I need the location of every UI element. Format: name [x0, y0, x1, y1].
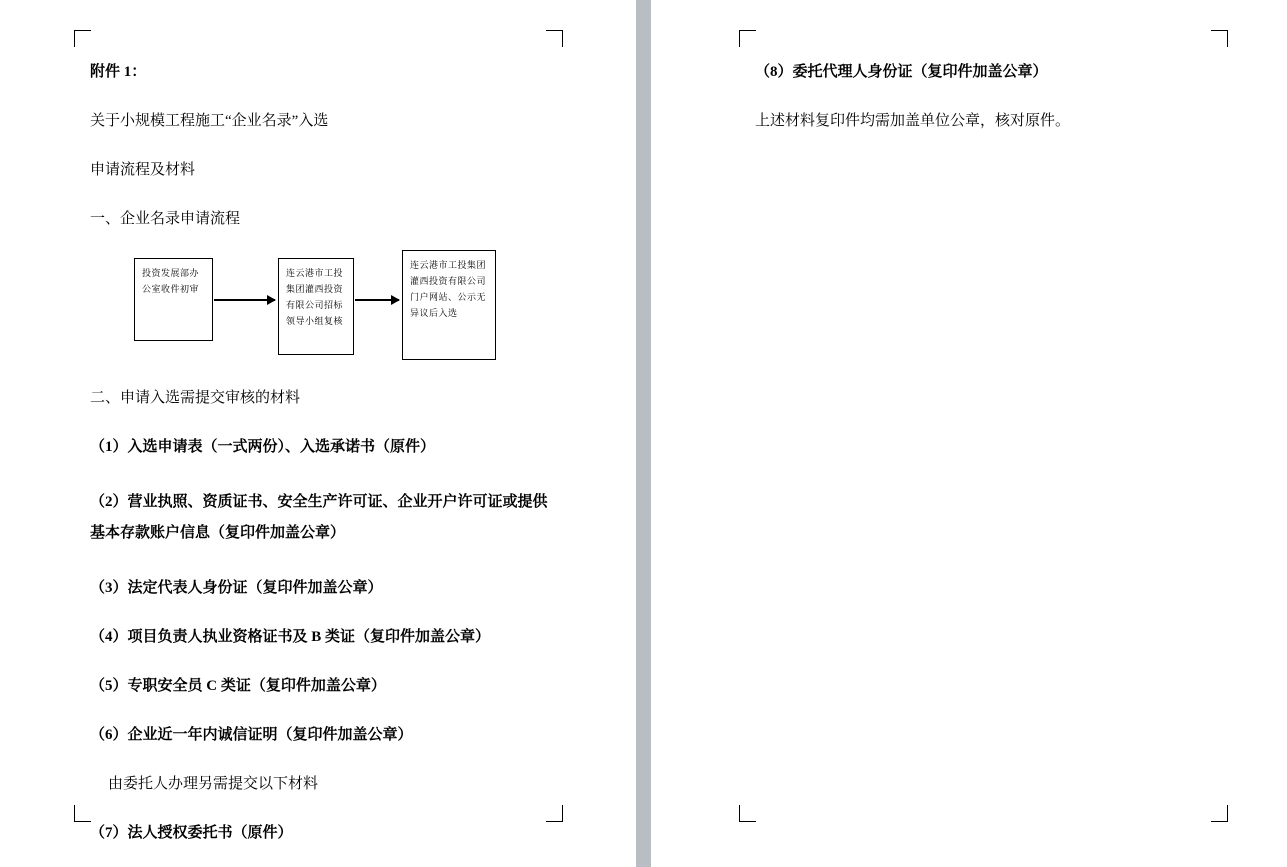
closing-paragraph: 上述材料复印件均需加盖单位公章，核对原件。	[755, 113, 1071, 129]
document-title-line-2: 申请流程及材料	[90, 162, 196, 178]
crop-mark-bottom-left	[74, 805, 91, 822]
attachment-label: 附件 1：	[90, 64, 147, 80]
page-left-content	[90, 48, 560, 858]
page-right	[651, 0, 1287, 867]
crop-mark-top-right	[1211, 30, 1228, 47]
material-item-1: （1）入选申请表（一式两份）、入选承诺书（原件）	[90, 439, 436, 455]
flow-arrow-1-icon	[214, 299, 275, 301]
page-right-content	[755, 48, 1225, 146]
material-item-6: （6）企业近一年内诚信证明（复印件加盖公章）	[90, 727, 413, 743]
flow-box-1: 投资发展部办公室收件初审	[134, 258, 213, 341]
material-item-3: （3）法定代表人身份证（复印件加盖公章）	[90, 580, 383, 596]
crop-mark-bottom-left	[739, 805, 756, 822]
page-left	[0, 0, 636, 867]
flow-arrow-2-icon	[355, 299, 399, 301]
delegation-note: 由委托人办理另需提交以下材料	[108, 776, 319, 792]
material-item-2: （2）营业执照、资质证书、安全生产许可证、企业开户许可证或提供基本存款账户信息（复印件加盖公章）	[90, 494, 548, 541]
crop-mark-top-left	[74, 30, 91, 47]
page-gutter	[636, 0, 651, 867]
application-flow-diagram	[90, 250, 560, 370]
material-item-4: （4）项目负责人执业资格证书及 B 类证（复印件加盖公章）	[90, 629, 491, 645]
material-item-8: （8）委托代理人身份证（复印件加盖公章）	[755, 64, 1048, 80]
crop-mark-top-left	[739, 30, 756, 47]
material-item-7: （7）法人授权委托书（原件）	[90, 825, 293, 841]
section-one-heading: 一、企业名录申请流程	[90, 211, 241, 227]
material-item-5: （5）专职安全员 C 类证（复印件加盖公章）	[90, 678, 386, 694]
document-title-line-1: 关于小规模工程施工“企业名录”入选	[90, 113, 329, 129]
flow-box-3: 连云港市工投集团灌西投资有限公司门户网站、公示无异议后入选	[402, 250, 496, 360]
crop-mark-top-right	[546, 30, 563, 47]
crop-mark-bottom-right	[1211, 805, 1228, 822]
flow-box-2: 连云港市工投集团灌西投资有限公司招标领导小组复核	[278, 258, 354, 355]
section-two-heading: 二、申请入选需提交审核的材料	[90, 390, 301, 406]
